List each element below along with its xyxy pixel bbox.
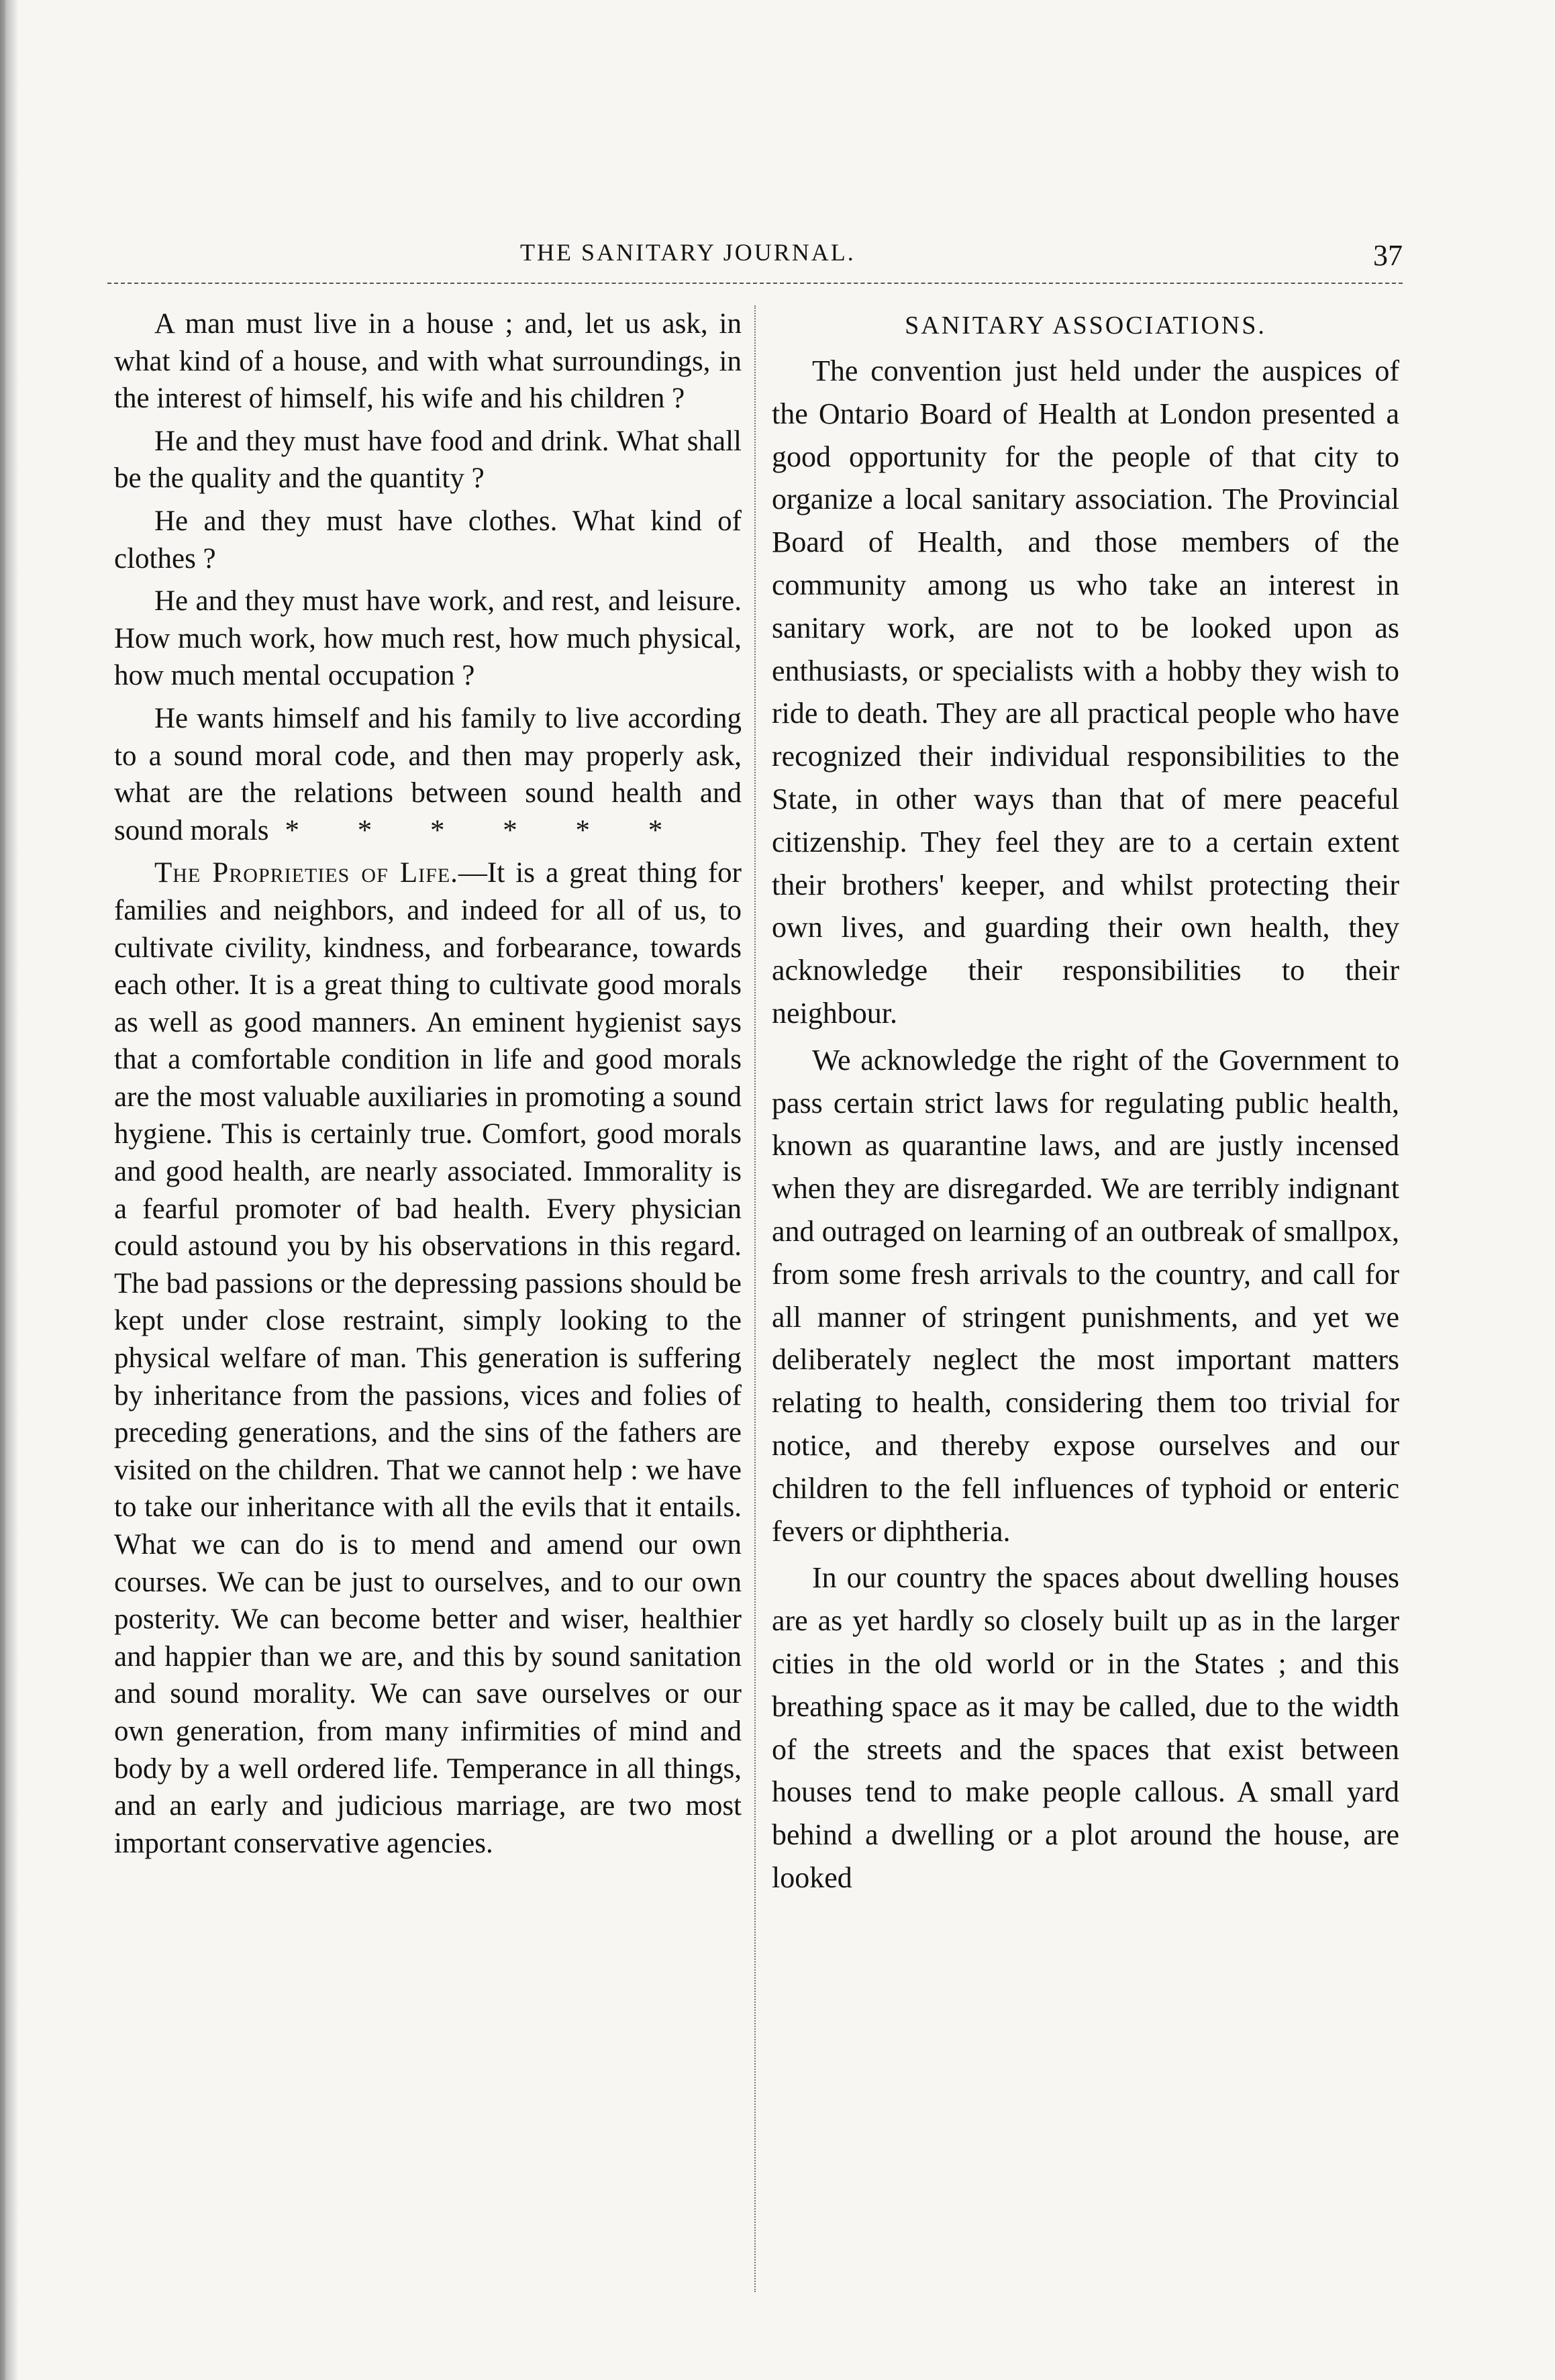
paragraph-work: He and they must have work, and rest, and leisure. How much work, how much rest, how much physical, how much mental occupation ? [114,585,742,692]
paragraph-quarantine: We acknowledge the right of the Government to pass certain strict laws for regulating public health, known as quarantine laws, and are justly incensed when they are disregarded. We are terribly indignant and outraged on learning of an outbreak of smallpox, from some fresh arrivals to the country, and call for all manner of stringent punishments, and yet we deliberately neglect the most important matters relating to health, considering them too trivial for notice, and thereby expose ourselves and our children to the fell influences of typhoid or enteric fevers or diphtheria. [772,1043,1399,1548]
page-number: 37 [1373,239,1403,272]
paragraph-morals [114,700,742,849]
paragraph-proprieties [114,854,742,1862]
paragraph-spaces: In our country the spaces about dwelling houses are as yet hardly so closely built up as in the larger cities in the old world or in the States ; and this breathing space as it may be called, due to the width of the streets and the spaces that exist between houses tend to make people callous. A small yard behind a dwelling or a plot around the house, are looked [772,1561,1399,1894]
right-column [772,305,1399,1899]
paragraph-food: He and they must have food and drink. What shall be the quality and the quantity ? [114,425,742,495]
section-heading: SANITARY ASSOCIATIONS. [905,311,1266,340]
left-column [114,305,742,1862]
paragraph-morals-text: He wants himself and his family to live according to a sound moral code, and then may properly ask, what are the relations between sound health and sound morals [114,702,742,846]
column-divider [754,305,756,2292]
proprieties-heading: The Proprieties of Life. [154,857,458,889]
paragraph-clothes: He and they must have clothes. What kind of clothes ? [114,505,742,575]
proprieties-text: —It is a great thing for families and neighbors, and indeed for all of us, to cultivate civility, kindness, and forbearance, towards each other. It is a great thing to cultivate good morals as well as good manners. An eminent hygienist says that a comfortable condition in life and good morals are the most valuable auxiliaries in promoting a sound hygiene. This is certainly true. Comfort, good morals and good health, are nearly associated. Immorality is a fearful promoter of bad health. Every physician could astound you by his observations in this regard. The bad passions or the depressing passions should be kept under close restraint, simply looking to the physical welfare of man. This generation is suffering by inheritance from the passions, vices and folies of preceding generations, and the sins of the fathers are visited on the children. That we cannot help : we have to take our inheritance with all the evils that it entails. What we can do is to mend and amend our own courses. We can be just to ourselves, and to our own posterity. We can become better and wiser, healthier and happier than we are, and this by sound sanitation and sound morality. We can save ourselves or our own generation, from many infirmities of mind and body by a well ordered life. Temperance in all things, and an early and judicious marriage, are two most important conservative agencies. [114,857,742,1859]
paragraph-convention: The convention just held under the auspices of the Ontario Board of Health at London presented a good opportunity for the people of that city to organize a local sanitary association. The Provincial Board of Health, and those members of the community among us who take an interest in sanitary work, are not to be looked upon as enthusiasts, or specialists with a hobby they wish to ride to death. They are all practical people who have recognized their individual responsibilities to the State, in other ways than that of mere peaceful citizenship. They feel they are to a certain extent their brothers' keeper, and whilst protecting their own lives, and guarding their own health, they acknowledge their responsibilities to their neighbour. [772,354,1399,1030]
page-header [107,238,1403,279]
scan-edge-artifact [0,0,19,2380]
running-title: THE SANITARY JOURNAL. [520,239,856,266]
section-break-stars: * * * * * * [285,814,689,846]
header-rule [107,283,1403,284]
paragraph-house: A man must live in a house ; and, let us ask, in what kind of a house, and with what surroundings, in the interest of himself, his wife and his children ? [114,308,742,415]
